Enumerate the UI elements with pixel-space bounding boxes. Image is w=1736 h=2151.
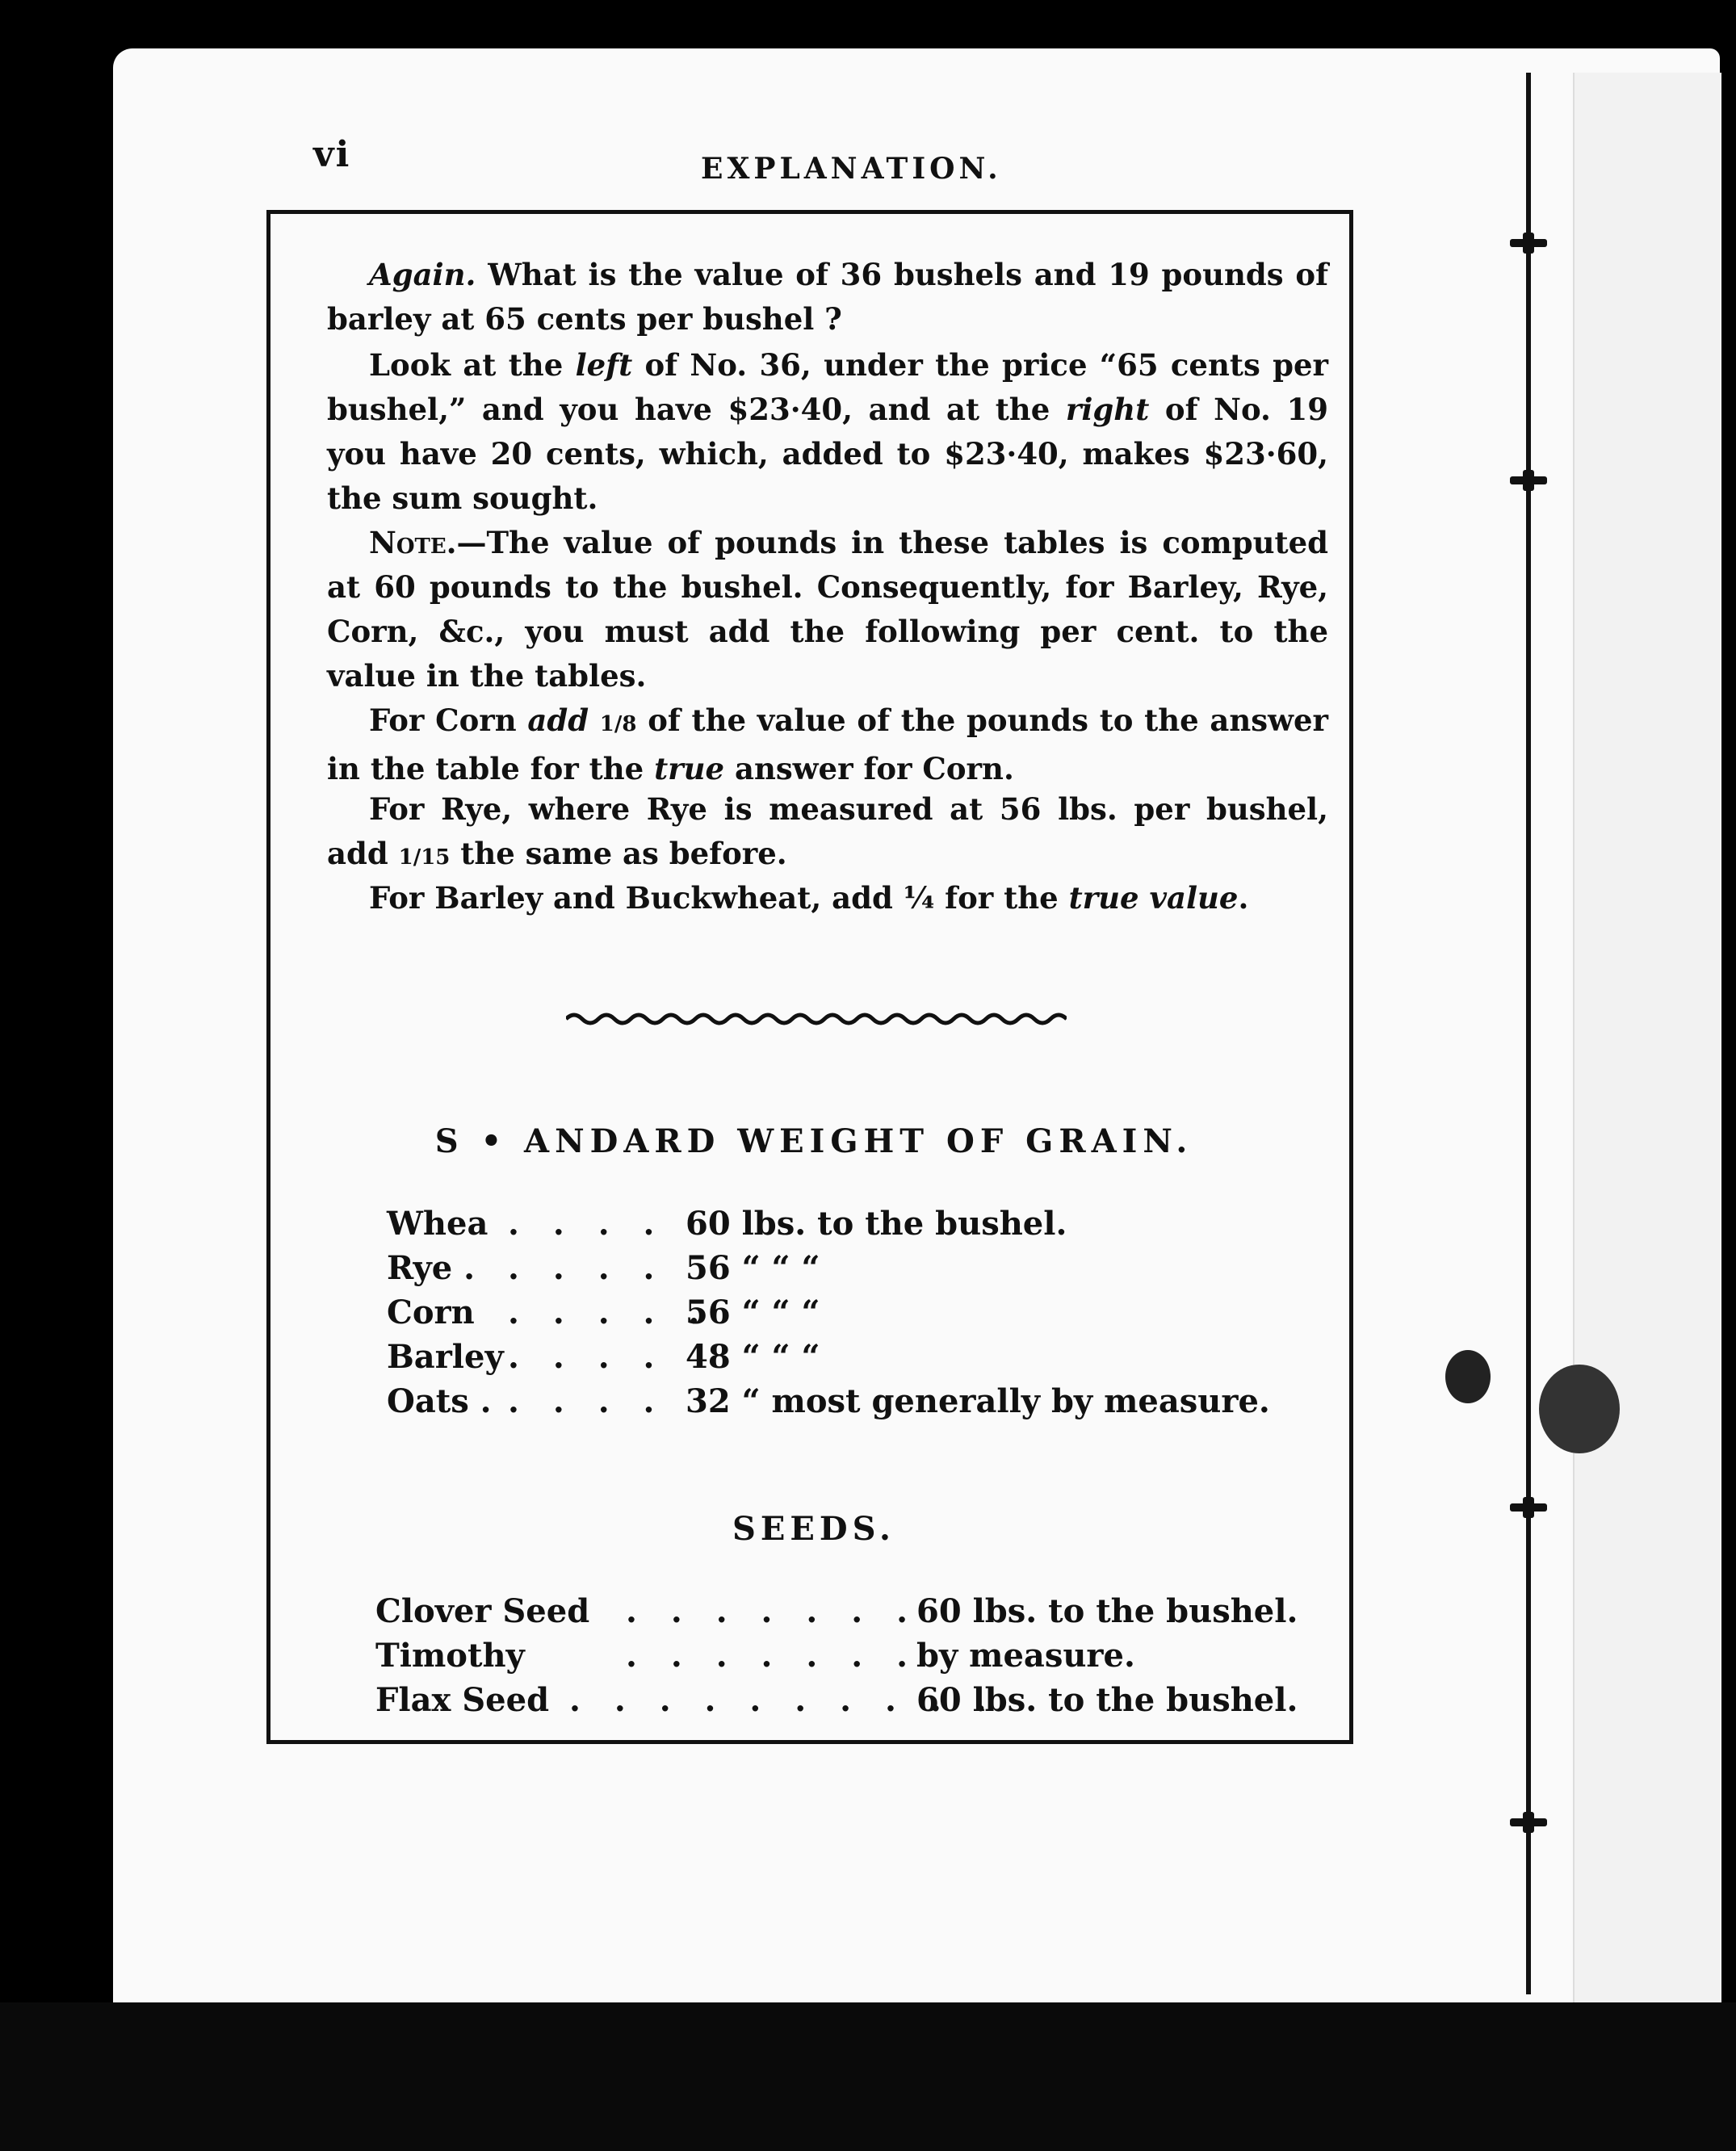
leader-dots: . . . . xyxy=(508,1249,666,1287)
leader-dots: . . . . xyxy=(508,1338,666,1376)
again-text: What is the value of 36 bushels and 19 pounds of barley at 65 cents per bushel ? xyxy=(327,257,1328,337)
rye-fraction: 1/15 xyxy=(398,845,451,870)
seed-name: Clover Seed xyxy=(375,1592,590,1630)
binding-mark xyxy=(1510,1818,1547,1826)
grain-name: Rye . xyxy=(387,1249,476,1287)
paragraph-look xyxy=(327,343,1328,521)
seed-name: Flax Seed xyxy=(375,1681,550,1719)
leader-dots: . . . . . xyxy=(508,1294,711,1331)
barley-text-2: for the xyxy=(934,880,1069,916)
grain-row xyxy=(387,1381,1315,1423)
look-right: right xyxy=(1065,392,1150,427)
binding-mark xyxy=(1510,476,1547,484)
paragraph-again xyxy=(327,253,1328,342)
grain-row xyxy=(387,1203,1315,1245)
barley-text: For Barley and Buckwheat, add xyxy=(369,880,904,916)
grain-row xyxy=(387,1336,1315,1378)
seed-value: 60 lbs. to the bushel. xyxy=(916,1681,1298,1719)
grain-value: 56 “ “ “ xyxy=(686,1249,820,1287)
grain-value: 32 “ most generally by measure. xyxy=(686,1382,1270,1420)
grain-name: Corn xyxy=(387,1294,475,1331)
corn-text-2: of the value of the pounds to the answer in the table for the xyxy=(327,702,1329,786)
rye-text: For Rye, where Rye is measured at 56 lbs. per bushel, add xyxy=(327,791,1328,871)
binding-mark xyxy=(1510,1503,1547,1512)
corn-add: add xyxy=(527,702,589,738)
grain-value: 56 “ “ “ xyxy=(686,1294,820,1331)
note-label: Note. xyxy=(369,525,457,560)
grain-value: 60 lbs. to the bushel. xyxy=(686,1205,1067,1243)
page-number: vi xyxy=(313,134,351,175)
paragraph-note xyxy=(327,521,1328,698)
seed-value: by measure. xyxy=(916,1637,1135,1675)
seed-name: Timothy xyxy=(375,1637,525,1675)
scan-border xyxy=(0,2002,1736,2151)
corn-text-1: For Corn xyxy=(369,702,528,738)
corn-fraction: 1/8 xyxy=(599,712,637,736)
seeds-table-title: SEEDS. xyxy=(732,1510,895,1548)
grain-row xyxy=(387,1292,1315,1334)
binding-mark xyxy=(1510,239,1547,247)
paragraph-barley xyxy=(327,876,1328,920)
leader-dots: . . . . xyxy=(508,1205,666,1243)
seeds-row xyxy=(375,1591,1328,1633)
look-text-3: of No. 19 you have 20 cents, which, added to $23·40, makes $23·60, the sum sought. xyxy=(327,392,1328,516)
running-head: EXPLANATION. xyxy=(701,152,1002,186)
barley-fraction: ¼ xyxy=(903,880,935,916)
corn-true: true xyxy=(654,751,725,786)
grain-name: Whea xyxy=(387,1205,489,1243)
look-left: left xyxy=(575,347,633,383)
paragraph-rye xyxy=(327,787,1328,880)
leader-dots: . . . . . . . xyxy=(626,1592,920,1630)
seeds-row xyxy=(375,1635,1328,1677)
seeds-row xyxy=(375,1679,1328,1721)
grain-name: Barley xyxy=(387,1338,504,1376)
ink-blot xyxy=(1539,1365,1620,1453)
leader-dots: . . . . xyxy=(508,1382,666,1420)
ink-blot xyxy=(1445,1350,1491,1403)
paragraph-corn xyxy=(327,698,1328,791)
seed-value: 60 lbs. to the bushel. xyxy=(916,1592,1298,1630)
barley-true: true value xyxy=(1068,880,1239,916)
grain-row xyxy=(387,1247,1315,1289)
look-text-2: of No. 36, under the price “65 cents per bushel,” and you have $23·40, and at the xyxy=(327,347,1328,427)
leader-dots: . . . . . . . . . . xyxy=(569,1681,998,1719)
grain-name: Oats . xyxy=(387,1382,492,1420)
rye-text-2: the same as before. xyxy=(450,836,787,871)
binding-line xyxy=(1526,73,1531,1994)
corn-text-3: answer for Corn. xyxy=(724,751,1014,786)
grain-value: 48 “ “ “ xyxy=(686,1338,820,1376)
facing-page-edge xyxy=(1573,73,1721,2002)
note-text: —The value of pounds in these tables is computed at 60 pounds to the bushel. Consequently, for Barley, Rye, Corn, &c., you must add the following per cent. to the value in the tables. xyxy=(327,525,1328,694)
barley-text-3: . xyxy=(1238,880,1249,916)
content-box xyxy=(266,210,1353,1744)
grain-table-title: S • ANDARD WEIGHT OF GRAIN. xyxy=(434,1122,1193,1160)
look-text-1: Look at the xyxy=(369,347,576,383)
wavy-divider xyxy=(566,1007,1067,1031)
again-label: Again. xyxy=(369,257,476,292)
leader-dots: . . . . . . . xyxy=(626,1637,920,1675)
